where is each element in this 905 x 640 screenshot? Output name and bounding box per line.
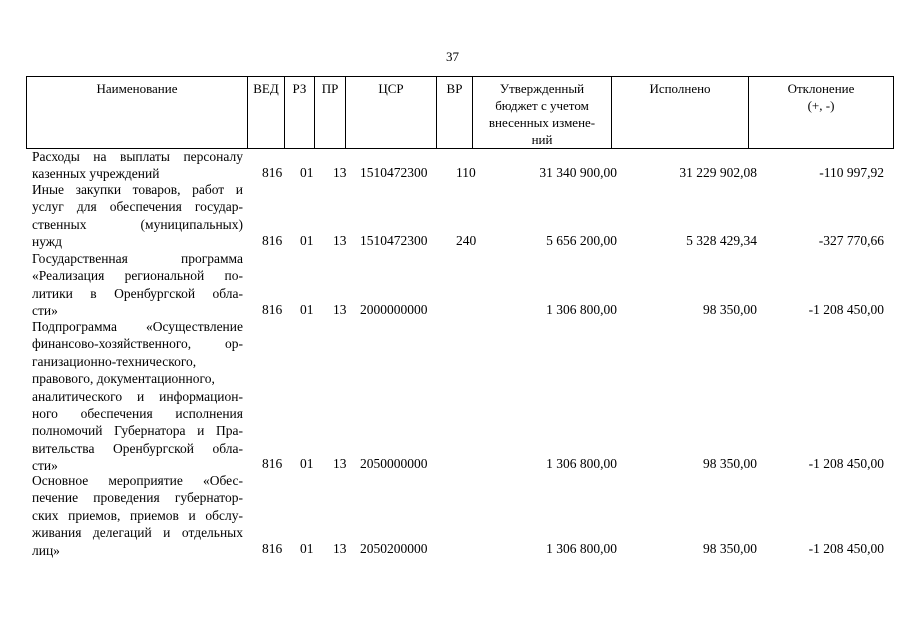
row-name-line: полномочий Губернатора и Пра- bbox=[32, 423, 243, 439]
header-deviation bbox=[749, 77, 894, 149]
row-name-line: лиц» bbox=[32, 542, 60, 558]
row-pr: 13 bbox=[333, 165, 347, 180]
row-name-line: сти» bbox=[32, 458, 58, 474]
row-name-line: литики в Оренбургской обла- bbox=[32, 285, 243, 301]
header-deviation-line: (+, -) bbox=[807, 98, 835, 113]
row-approved: 31 340 900,00 bbox=[539, 165, 617, 180]
row-csr: 2050000000 bbox=[360, 456, 428, 471]
row-name-line: аналитического и информацион- bbox=[32, 388, 243, 404]
row-deviation: -110 997,92 bbox=[819, 165, 884, 180]
row-csr: 1510472300 bbox=[360, 233, 428, 248]
row-name-line: нужд bbox=[32, 234, 62, 250]
row-executed: 98 350,00 bbox=[703, 456, 757, 471]
row-pr: 13 bbox=[333, 541, 347, 556]
row-ved: 816 bbox=[262, 302, 283, 317]
row-name-line: сти» bbox=[32, 303, 58, 319]
header-approved-line: Утвержденный bbox=[499, 81, 585, 96]
row-name-line: услуг для обеспечения государ- bbox=[32, 199, 243, 215]
row-name-line: ного обеспечения исполнения bbox=[32, 406, 243, 422]
row-name-line: Расходы на выплаты персоналу bbox=[32, 149, 243, 164]
row-name-line: печение проведения губернатор- bbox=[32, 490, 243, 506]
header-approved bbox=[473, 77, 612, 149]
header-executed: Исполнено bbox=[612, 77, 749, 149]
header-csr: ЦСР bbox=[346, 77, 437, 149]
row-rz: 01 bbox=[300, 302, 314, 317]
row-ved: 816 bbox=[262, 541, 283, 556]
row-rz: 01 bbox=[300, 233, 314, 248]
row-ved: 816 bbox=[262, 233, 283, 248]
header-ved: ВЕД bbox=[248, 77, 285, 149]
row-executed: 98 350,00 bbox=[703, 302, 757, 317]
row-rz: 01 bbox=[300, 165, 314, 180]
table-header bbox=[26, 76, 894, 149]
row-name-line: Подпрограмма «Осуществление bbox=[32, 319, 243, 334]
row-name-line: ственных (муниципальных) bbox=[32, 216, 243, 232]
row-pr: 13 bbox=[333, 233, 347, 248]
row-name-line: Иные закупки товаров, работ и bbox=[32, 182, 243, 197]
row-csr: 1510472300 bbox=[360, 165, 428, 180]
row-name-line: живания делегаций и отдельных bbox=[32, 525, 243, 541]
row-name-line: Основное мероприятие «Обес- bbox=[32, 473, 243, 488]
row-name-line: правового, документационного, bbox=[32, 371, 215, 387]
header-name: Наименование bbox=[27, 77, 248, 149]
header-deviation-line: Отклонение bbox=[787, 81, 855, 96]
row-name-line: «Реализация региональной по- bbox=[32, 268, 243, 284]
row-approved: 5 656 200,00 bbox=[546, 233, 617, 248]
row-name bbox=[32, 318, 243, 475]
row-ved: 816 bbox=[262, 456, 283, 471]
row-name-line: казенных учреждений bbox=[32, 166, 160, 182]
row-name bbox=[32, 250, 243, 320]
header-approved-line: внесенных измене- bbox=[488, 115, 596, 130]
row-name bbox=[32, 472, 243, 559]
row-name-line: ганизационно-технического, bbox=[32, 353, 197, 369]
page-number: 37 bbox=[446, 49, 459, 64]
row-name-line: ских приемов, приемов и обслу- bbox=[32, 507, 243, 523]
row-vr: 110 bbox=[456, 165, 476, 180]
row-approved: 1 306 800,00 bbox=[546, 456, 617, 471]
header-approved-line: бюджет с учетом bbox=[495, 98, 589, 113]
row-rz: 01 bbox=[300, 541, 314, 556]
row-deviation: -1 208 450,00 bbox=[808, 541, 884, 556]
row-name bbox=[32, 181, 243, 251]
row-ved: 816 bbox=[262, 165, 283, 180]
row-rz: 01 bbox=[300, 456, 314, 471]
row-pr: 13 bbox=[333, 302, 347, 317]
row-deviation: -1 208 450,00 bbox=[808, 302, 884, 317]
row-approved: 1 306 800,00 bbox=[546, 302, 617, 317]
header-approved-line: ний bbox=[531, 132, 553, 147]
row-approved: 1 306 800,00 bbox=[546, 541, 617, 556]
row-deviation: -327 770,66 bbox=[818, 233, 884, 248]
row-executed: 31 229 902,08 bbox=[679, 165, 757, 180]
header-pr: ПР bbox=[315, 77, 346, 149]
row-csr: 2050200000 bbox=[360, 541, 428, 556]
row-name bbox=[32, 148, 243, 183]
row-csr: 2000000000 bbox=[360, 302, 428, 317]
row-name-line: Государственная программа bbox=[32, 251, 243, 266]
row-vr: 240 bbox=[456, 233, 477, 248]
row-executed: 98 350,00 bbox=[703, 541, 757, 556]
header-rz: РЗ bbox=[285, 77, 315, 149]
row-name-line: вительства Оренбургской обла- bbox=[32, 440, 243, 456]
row-executed: 5 328 429,34 bbox=[686, 233, 757, 248]
row-pr: 13 bbox=[333, 456, 347, 471]
header-vr: ВР bbox=[437, 77, 473, 149]
row-deviation: -1 208 450,00 bbox=[808, 456, 884, 471]
row-name-line: финансово-хозяйственного, ор- bbox=[32, 336, 243, 352]
